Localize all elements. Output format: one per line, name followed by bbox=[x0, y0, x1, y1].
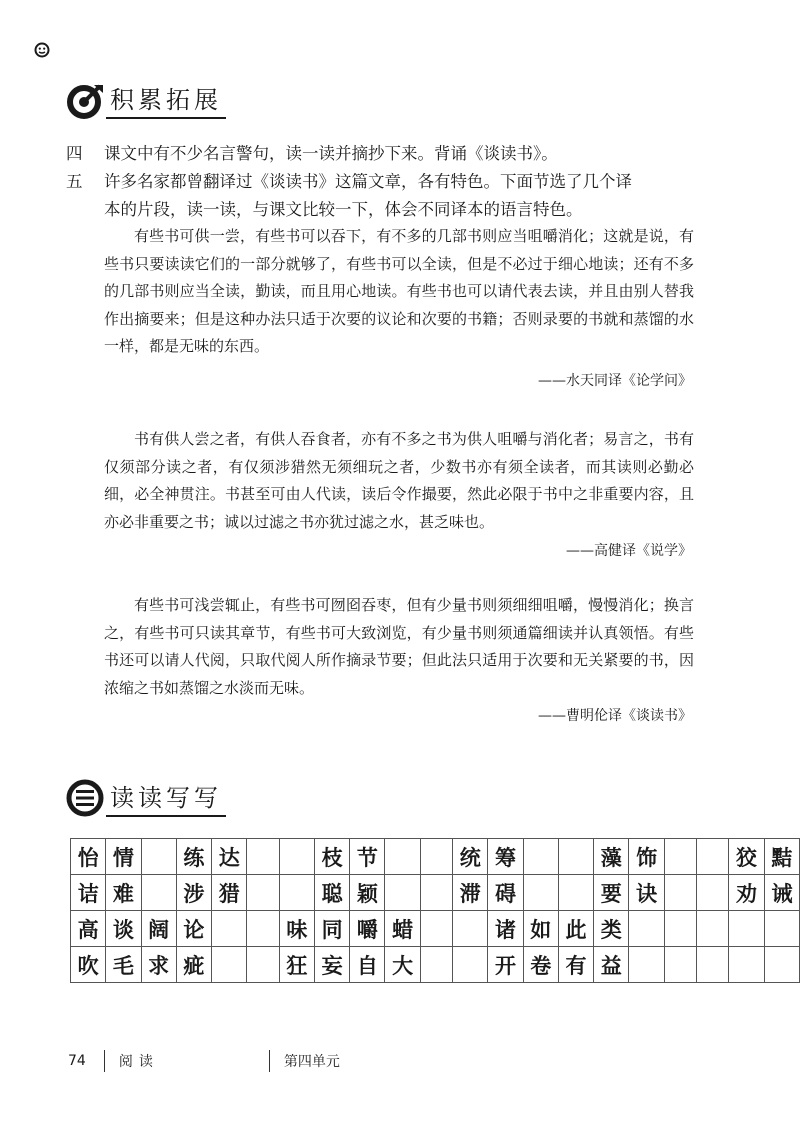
section-heading-read-write bbox=[66, 778, 226, 817]
grid-cell bbox=[420, 875, 452, 911]
page-number: 74 bbox=[68, 1053, 86, 1069]
grid-cell: 自 bbox=[350, 947, 385, 983]
grid-row bbox=[71, 911, 800, 947]
grid-cell bbox=[664, 947, 696, 983]
grid-cell: 情 bbox=[106, 839, 141, 875]
grid-cell: 诘 bbox=[71, 875, 106, 911]
translation-excerpt: 书有供人尝之者，有供人吞食者，亦有不多之书为供人咀嚼与消化者；易言之，书有仅须部分读之者，有仅须涉猎然无须细玩之者，少数书亦有须全读者，而其读则必勤必细，必全神贯注。书甚至可由人代读，读后令作撮要，然此必限于书中之非重要内容，且亦必非重要之书；诚以过滤之书亦犹过滤之水，甚乏味也。 bbox=[104, 430, 694, 531]
grid-cell: 涉 bbox=[176, 875, 211, 911]
grid-cell: 怡 bbox=[71, 839, 106, 875]
grid-cell bbox=[697, 947, 729, 983]
question-text-line1: 许多名家都曾翻译过《谈读书》这篇文章，各有特色。下面节选了几个译 bbox=[104, 172, 632, 191]
grid-cell bbox=[279, 875, 314, 911]
translation-source: ——高健译《说学》 bbox=[566, 543, 692, 559]
footer-section: 阅读 bbox=[118, 1054, 159, 1070]
grid-cell bbox=[279, 839, 314, 875]
grid-cell: 妄 bbox=[314, 947, 349, 983]
question-text-line2: 本的片段，读一读，与课文比较一下，体会不同译本的语言特色。 bbox=[104, 200, 583, 219]
grid-cell: 疵 bbox=[176, 947, 211, 983]
grid-cell: 嚼 bbox=[350, 911, 385, 947]
grid-cell: 要 bbox=[594, 875, 629, 911]
grid-cell: 劝 bbox=[729, 875, 764, 911]
smiley-icon bbox=[34, 42, 50, 58]
grid-cell: 练 bbox=[176, 839, 211, 875]
grid-cell: 此 bbox=[558, 911, 593, 947]
grid-cell bbox=[247, 947, 279, 983]
grid-cell bbox=[729, 947, 764, 983]
grid-cell: 碍 bbox=[488, 875, 523, 911]
footer-divider bbox=[269, 1050, 270, 1072]
grid-cell bbox=[247, 875, 279, 911]
question-4 bbox=[66, 140, 558, 168]
grid-cell bbox=[453, 947, 488, 983]
grid-cell bbox=[420, 839, 452, 875]
page-footer bbox=[68, 1050, 340, 1072]
grid-cell bbox=[523, 875, 558, 911]
grid-cell bbox=[664, 911, 696, 947]
grid-cell bbox=[420, 947, 452, 983]
grid-cell: 筹 bbox=[488, 839, 523, 875]
target-arrow-icon bbox=[66, 83, 106, 119]
question-number: 五 bbox=[66, 172, 83, 191]
grid-cell: 蜡 bbox=[385, 911, 420, 947]
grid-cell bbox=[385, 839, 420, 875]
grid-cell bbox=[247, 839, 279, 875]
grid-cell bbox=[558, 875, 593, 911]
grid-cell: 狂 bbox=[279, 947, 314, 983]
grid-cell: 味 bbox=[279, 911, 314, 947]
translation-source: ——水天同译《论学问》 bbox=[538, 373, 692, 389]
grid-cell: 猎 bbox=[212, 875, 247, 911]
grid-row bbox=[71, 839, 800, 875]
translation-source: ——曹明伦译《谈读书》 bbox=[538, 708, 692, 724]
grid-cell: 同 bbox=[314, 911, 349, 947]
grid-cell bbox=[629, 911, 664, 947]
translation-excerpt: 有些书可供一尝，有些书可以吞下，有不多的几部书则应当咀嚼消化；这就是说，有些书只要读读它们的一部分就够了，有些书可以全读，但是不必过于细心地读；还有不多的几部书则应当全读，勤读，而且用心地读。有些书也可以请代表去读，并且由别人替我作出摘要来；但是这种办法只适于次要的议论和次要的书籍；否则录要的书就和蒸馏的水一样，都是无味的东西。 bbox=[104, 227, 694, 355]
grid-cell: 饰 bbox=[629, 839, 664, 875]
grid-cell bbox=[697, 911, 729, 947]
grid-cell bbox=[697, 875, 729, 911]
grid-cell: 类 bbox=[594, 911, 629, 947]
grid-cell: 阔 bbox=[141, 911, 176, 947]
grid-cell: 统 bbox=[453, 839, 488, 875]
grid-cell: 论 bbox=[176, 911, 211, 947]
grid-row bbox=[71, 947, 800, 983]
footer-divider bbox=[104, 1050, 105, 1072]
grid-cell bbox=[212, 911, 247, 947]
grid-cell bbox=[453, 911, 488, 947]
grid-cell: 谈 bbox=[106, 911, 141, 947]
grid-cell: 滞 bbox=[453, 875, 488, 911]
grid-cell: 求 bbox=[141, 947, 176, 983]
grid-cell: 颖 bbox=[350, 875, 385, 911]
grid-cell bbox=[729, 911, 764, 947]
section-title: 读读写写 bbox=[106, 778, 226, 817]
grid-cell: 大 bbox=[385, 947, 420, 983]
grid-cell: 有 bbox=[558, 947, 593, 983]
grid-cell bbox=[212, 947, 247, 983]
grid-cell bbox=[420, 911, 452, 947]
grid-cell bbox=[764, 947, 799, 983]
three-lines-icon bbox=[66, 779, 106, 817]
grid-cell: 藻 bbox=[594, 839, 629, 875]
grid-cell: 益 bbox=[594, 947, 629, 983]
grid-cell: 枝 bbox=[314, 839, 349, 875]
translation-excerpt: 有些书可浅尝辄止，有些书可囫囵吞枣，但有少量书则须细细咀嚼，慢慢消化；换言之，有些书可只读其章节，有些书可大致浏览，有少量书则须通篇细读并认真领悟。有些书还可以请人代阅，只取代阅人所作摘录节要；但此法只适用于次要和无关紧要的书，因浓缩之书如蒸馏之水淡而无味。 bbox=[104, 596, 694, 697]
grid-row bbox=[71, 875, 800, 911]
grid-cell: 如 bbox=[523, 911, 558, 947]
grid-cell: 吹 bbox=[71, 947, 106, 983]
question-5 bbox=[66, 168, 706, 224]
grid-cell: 毛 bbox=[106, 947, 141, 983]
grid-cell: 达 bbox=[212, 839, 247, 875]
grid-cell: 聪 bbox=[314, 875, 349, 911]
vocabulary-grid bbox=[70, 838, 800, 983]
grid-cell: 狡 bbox=[729, 839, 764, 875]
grid-cell bbox=[664, 839, 696, 875]
question-text: 课文中有不少名言警句，读一读并摘抄下来。背诵《谈读书》。 bbox=[104, 144, 558, 163]
question-number: 四 bbox=[66, 144, 83, 163]
grid-cell bbox=[247, 911, 279, 947]
grid-cell bbox=[664, 875, 696, 911]
footer-unit: 第四单元 bbox=[283, 1054, 340, 1070]
section-title: 积累拓展 bbox=[106, 80, 226, 119]
grid-cell bbox=[697, 839, 729, 875]
grid-cell: 诀 bbox=[629, 875, 664, 911]
grid-cell: 黠 bbox=[764, 839, 799, 875]
grid-cell: 卷 bbox=[523, 947, 558, 983]
grid-cell bbox=[523, 839, 558, 875]
grid-cell: 诫 bbox=[764, 875, 799, 911]
grid-cell: 难 bbox=[106, 875, 141, 911]
grid-cell bbox=[141, 875, 176, 911]
grid-cell: 诸 bbox=[488, 911, 523, 947]
grid-cell bbox=[629, 947, 664, 983]
grid-cell: 高 bbox=[71, 911, 106, 947]
grid-cell: 开 bbox=[488, 947, 523, 983]
grid-cell bbox=[141, 839, 176, 875]
section-heading-accumulate bbox=[66, 80, 226, 119]
grid-cell bbox=[385, 875, 420, 911]
grid-cell bbox=[558, 839, 593, 875]
grid-cell bbox=[764, 911, 799, 947]
grid-cell: 节 bbox=[350, 839, 385, 875]
